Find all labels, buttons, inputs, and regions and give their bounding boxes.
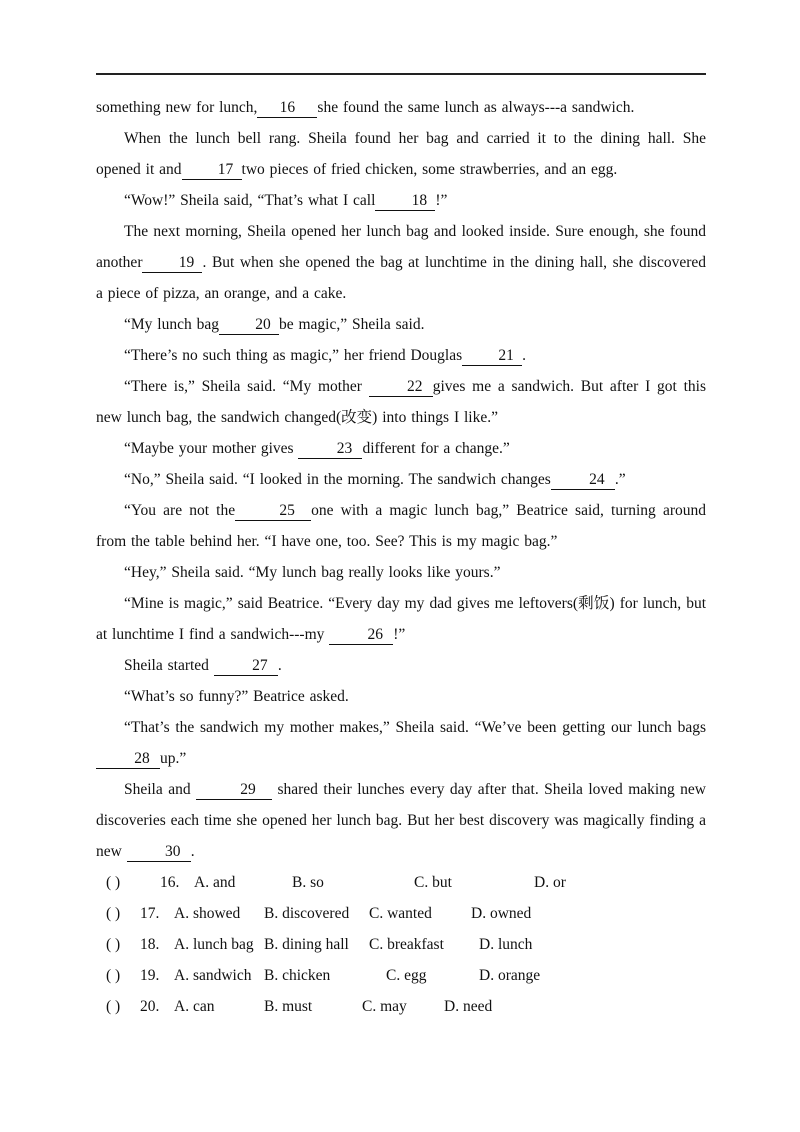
passage-paragraph <box>96 464 706 495</box>
option-b: B. must <box>264 998 313 1015</box>
passage-paragraph <box>96 309 706 340</box>
passage-text: The next morning, Sheila opened her lunch bag and looked inside. Sure enough, she found another <box>96 223 706 271</box>
question-options <box>96 867 706 1022</box>
option-c: C. wanted <box>369 905 432 922</box>
question-row <box>96 867 706 898</box>
passage-text: shared their lunches every day after that. Sheila loved making new discoveries each time she opened her lunch bag. But her best discovery was magically finding a new <box>96 781 706 860</box>
option-d: D. owned <box>471 905 532 922</box>
passage-text: “There is,” Sheila said. “My mother <box>124 378 369 395</box>
answer-blank-29: 29 <box>196 781 272 800</box>
answer-parentheses[interactable]: ( ) <box>106 874 121 891</box>
passage-text: be magic,” Sheila said. <box>278 316 425 333</box>
passage-text: “No,” Sheila said. “I looked in the morning. The sandwich changes <box>124 471 551 488</box>
option-b: B. chicken <box>264 967 331 984</box>
passage-text: she found the same lunch as always---a sandwich. <box>317 99 635 116</box>
answer-blank-16: 16 <box>257 99 317 118</box>
passage-paragraph <box>96 774 706 867</box>
answer-blank-25: 25 <box>235 502 311 521</box>
passage-text: . <box>522 347 527 364</box>
answer-blank-20: 20 <box>219 316 279 335</box>
passage-paragraph <box>96 681 706 712</box>
passage-text: up.” <box>160 750 187 767</box>
answer-blank-19: 19 <box>142 254 202 273</box>
option-c: C. egg <box>386 967 427 984</box>
option-b: B. so <box>292 874 324 891</box>
question-number: 19. <box>140 967 160 984</box>
passage-paragraph <box>96 123 706 185</box>
passage-paragraph <box>96 588 706 650</box>
answer-parentheses[interactable]: ( ) <box>106 967 121 984</box>
passage-paragraph <box>96 433 706 464</box>
question-row <box>96 898 706 929</box>
option-d: D. or <box>534 874 566 891</box>
passage-paragraph <box>96 92 706 123</box>
passage-text: Sheila and <box>124 781 197 798</box>
answer-parentheses[interactable]: ( ) <box>106 905 121 922</box>
passage-text: “You are not the <box>124 502 236 519</box>
question-row <box>96 960 706 991</box>
passage-paragraph <box>96 495 706 557</box>
answer-blank-21: 21 <box>462 347 522 366</box>
passage-text: gives me a sandwich. But after I got this new lunch bag, the sandwich changed(改变) into things I like.” <box>96 378 706 426</box>
question-number: 20. <box>140 998 160 1015</box>
passage-text: !” <box>435 192 448 209</box>
option-a: A. showed <box>174 905 241 922</box>
passage-text: Sheila started <box>124 657 214 674</box>
passage-text: “There’s no such thing as magic,” her friend Douglas <box>124 347 463 364</box>
option-d: D. need <box>444 998 493 1015</box>
option-a: A. sandwich <box>174 967 252 984</box>
passage-text: “Wow!” Sheila said, “That’s what I call <box>124 192 376 209</box>
passage-text: two pieces of fried chicken, some strawberries, and an egg. <box>241 161 618 178</box>
question-row <box>96 929 706 960</box>
passage-text: “My lunch bag <box>124 316 219 333</box>
option-a: A. and <box>194 874 236 891</box>
passage-text: !” <box>393 626 406 643</box>
option-a: A. lunch bag <box>174 936 254 953</box>
answer-blank-22: 22 <box>369 378 433 397</box>
question-number: 18. <box>140 936 160 953</box>
reading-passage <box>96 92 706 867</box>
passage-paragraph <box>96 712 706 774</box>
passage-text: . But when she opened the bag at lunchtime in the dining hall, she discovered a piece of pizza, an orange, and a cake. <box>96 254 706 302</box>
passage-text: one with a magic lunch bag,” Beatrice said, turning around from the table behind her. “I have one, too. See? This is my magic bag.” <box>96 502 706 550</box>
passage-text: . <box>277 657 282 674</box>
passage-text: “Mine is magic,” said Beatrice. “Every day my dad gives me leftovers(剩饭) for lunch, but at lunchtime I find a sandwich---my <box>96 595 706 643</box>
question-number: 17. <box>140 905 160 922</box>
passage-paragraph <box>96 216 706 309</box>
option-a: A. can <box>174 998 215 1015</box>
passage-text: “Maybe your mother gives <box>124 440 299 457</box>
option-b: B. dining hall <box>264 936 349 953</box>
option-c: C. breakfast <box>369 936 444 953</box>
answer-blank-28: 28 <box>96 750 160 769</box>
answer-blank-17: 17 <box>182 161 242 180</box>
answer-blank-26: 26 <box>329 626 393 645</box>
answer-blank-18: 18 <box>375 192 435 211</box>
option-b: B. discovered <box>264 905 350 922</box>
passage-paragraph <box>96 371 706 433</box>
passage-paragraph <box>96 340 706 371</box>
option-c: C. but <box>414 874 452 891</box>
passage-text: “That’s the sandwich my mother makes,” Sheila said. “We’ve been getting our lunch bags <box>124 719 706 736</box>
answer-blank-23: 23 <box>298 440 362 459</box>
passage-paragraph <box>96 557 706 588</box>
option-c: C. may <box>362 998 407 1015</box>
passage-text: different for a change.” <box>362 440 510 457</box>
header-rule <box>96 73 706 75</box>
passage-text: . <box>190 843 195 860</box>
answer-blank-27: 27 <box>214 657 278 676</box>
passage-text: something new for lunch, <box>96 99 258 116</box>
answer-blank-30: 30 <box>127 843 191 862</box>
passage-text: “What’s so funny?” Beatrice asked. <box>124 688 349 705</box>
passage-text: “Hey,” Sheila said. “My lunch bag really looks like yours.” <box>124 564 501 581</box>
answer-parentheses[interactable]: ( ) <box>106 936 121 953</box>
question-number: 16. <box>160 874 180 891</box>
option-d: D. orange <box>479 967 541 984</box>
question-row <box>96 991 706 1022</box>
answer-blank-24: 24 <box>551 471 615 490</box>
option-d: D. lunch <box>479 936 533 953</box>
passage-text: When the lunch bell rang. Sheila found her bag and carried it to the dining hall. She opened it and <box>96 130 706 178</box>
passage-text: .” <box>614 471 626 488</box>
passage-paragraph <box>96 650 706 681</box>
answer-parentheses[interactable]: ( ) <box>106 998 121 1015</box>
document-body <box>96 92 706 1022</box>
passage-paragraph <box>96 185 706 216</box>
